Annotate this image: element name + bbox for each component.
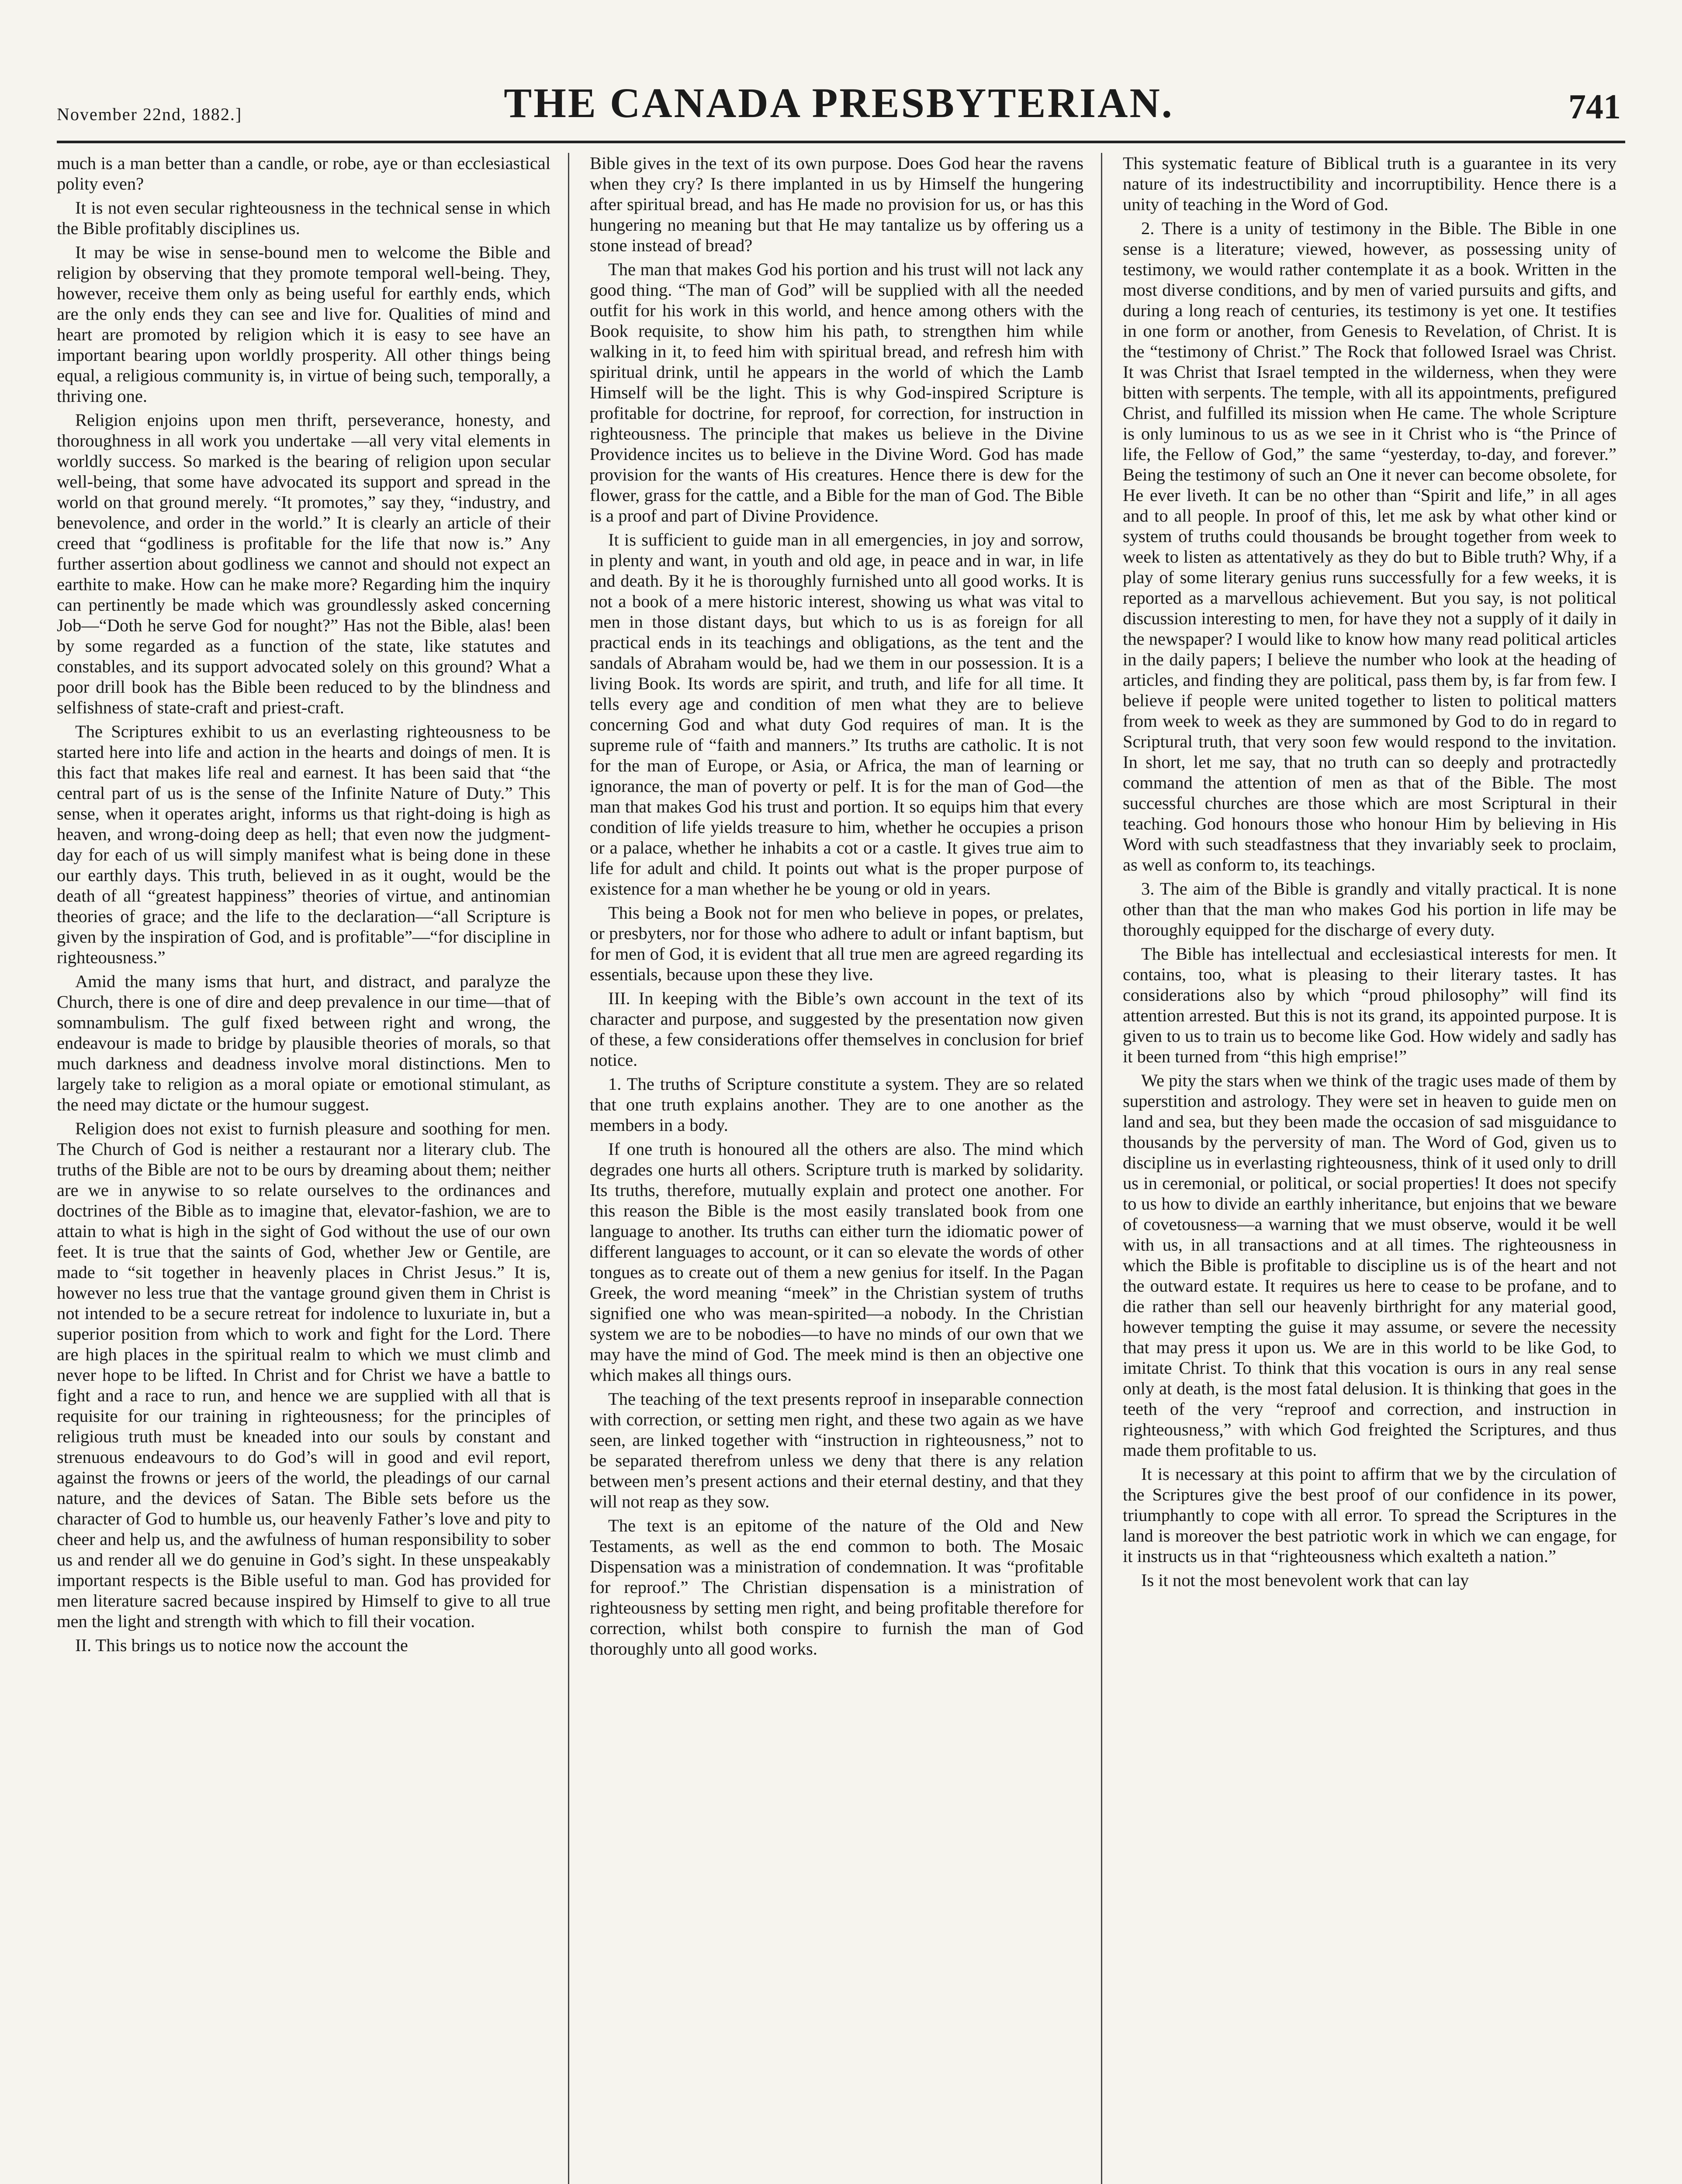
paragraph: It is sufficient to guide man in all emergencies, in joy and sorrow, in plenty and want, in youth and old age, in peace and in war, in life and death. By it he is thoroughly furnished unto all good works. It is not a book of a mere historic interest, showing us what was vital to men in those distant days, but which to us is as foreign for all practical ends in its teachings and obligations, as the tent and the sandals of Abraham would be, had we them in our possession. It is a living Book. Its words are spirit, and truth, and life for all time. It tells every age and condition of men what they are to believe concerning God and what duty God requires of man. It is the supreme rule of “faith and manners.” Its truths are catholic. It is not for the man of Europe, or Asia, or Africa, the man of learning or ignorance, the man of poverty or pelf. It is for the man of God—the man that makes God his trust and portion. It so equips him that every condition of life yields treasure to him, whether he occupies a prison or a palace, whether he inhabits a cot or a castle. It gives true aim to life for adult and child. It points out what is the proper purpose of existence for a man whether he be young or old in years. — [590, 530, 1083, 898]
text-column-3 — [1123, 153, 1616, 2184]
masthead-rule — [57, 141, 1625, 143]
paragraph: III. In keeping with the Bible’s own account in the text of its character and purpose, and suggested by the presentation now given of these, a few considerations offer themselves in conclusion for brief notice. — [590, 988, 1083, 1070]
paragraph: 2. There is a unity of testimony in the Bible. The Bible in one sense is a literature; viewed, however, as possessing unity of testimony, we would rather contemplate it as a book. Written in the most diverse conditions, and by men of varied pursuits and gifts, and during a long reach of centuries, its testimony is yet one. It testifies in one form or another, from Genesis to Revelation, of Christ. It is the “testimony of Christ.” The Rock that followed Israel was Christ. It was Christ that Israel tempted in the wilderness, when they were bitten with serpents. The temple, with all its appointments, prefigured Christ, and fulfilled its mission when He came. The whole Scripture is only luminous to us as we see in it Christ who is “the Prince of life, the Fellow of God,” the same “yesterday, to-day, and forever.” Being the testimony of such an One it never can become obsolete, for He ever liveth. It can be no other than “Spirit and life,” in all ages and to all people. In proof of this, let me ask by what other kind or system of truths could thousands be brought together from week to week to listen as attentatively as they do but to Bible truth? Why, if a play of some literary genius runs successfully for a few weeks, it is reported as a marvellous achievement. But you say, is not political discussion interesting to men, for have they not a supply of it daily in the newspaper? I would like to know how many read political articles in the daily papers; I believe the number who look at the heading of articles, and finding they are political, pass them by, is far from few. I believe if people were united together to listen to political matters from week to week as they are summoned by God to do in regard to Scriptural truth, that very soon few would respond to the invitation. In short, let me say, that no truth can so deeply and protractedly command the attention of men as that of the Bible. The most successful churches are those which are most Scriptural in their teaching. God honours those who honour Him by believing in His Word with such steadfastness that they invariably seek to proclaim, as well as conform to, its teachings. — [1123, 218, 1616, 874]
paragraph: The teaching of the text presents reproof in inseparable connection with correction, or setting men right, and these two again as we have seen, are linked together with “instruction in righteousness,” not to be separated therefrom unless we deny that there is any relation between men’s present actions and their eternal destiny, and that they will not reap as they sow. — [590, 1389, 1083, 1511]
paragraph: 1. The truths of Scripture constitute a system. They are so related that one truth explains another. They are to one another as the members in a body. — [590, 1074, 1083, 1135]
text-column-1 — [57, 153, 550, 2184]
paragraph: Bible gives in the text of its own purpose. Does God hear the ravens when they cry? Is there implanted in us by Himself the hungering after spiritual bread, and has He made no provision for us, or has this hungering no meaning but that He may tantalize us by offering us a stone instead of bread? — [590, 153, 1083, 255]
paragraph: It is not even secular righteousness in the technical sense in which the Bible profitably disciplines us. — [57, 198, 550, 238]
column-rule-2 — [1101, 153, 1102, 2184]
text-column-2 — [590, 153, 1083, 2184]
paragraph: It is necessary at this point to affirm that we by the circulation of the Scriptures give the best proof of our confidence in its power, triumphantly to cope with all error. To spread the Scriptures in the land is moreover the best patriotic work in which we can engage, for it instructs us in that “righteousness which exalteth a nation.” — [1123, 1464, 1616, 1566]
paragraph: Religion enjoins upon men thrift, perseverance, honesty, and thoroughness in all work you undertake —all very vital elements in worldly success. So marked is the bearing of religion upon secular well-being, that some have advocated its support and spread in the world on that ground merely. “It promotes,” say they, “industry, and benevolence, and order in the world.” It is clearly an article of their creed that “godliness is profitable for the life that now is.” Any further assertion about godliness we cannot and should not expect an earthite to make. How can he make more? Regarding him the inquiry can pertinently be made which was groundlessly asked concerning Job—“Doth he serve God for nought?” Has not the Bible, alas! been by some regarded as a function of the state, like statutes and constables, and its support advocated solely on this ground? What a poor drill book has the Bible been reduced to by the blindness and selfishness of state-craft and priest-craft. — [57, 410, 550, 717]
paragraph: II. This brings us to notice now the account the — [75, 1635, 408, 1655]
paragraph: Amid the many isms that hurt, and distract, and paralyze the Church, there is one of dire and deep prevalence in our time—that of somnambulism. The gulf fixed between right and wrong, the endeavour is made to bridge by plausible theories of morals, so that much darkness and deadness involve moral distinctions. Men to largely take to religion as a moral opiate or emotional stimulant, as the need may dictate or the humour suggest. — [57, 971, 550, 1114]
paragraph: Religion does not exist to furnish pleasure and soothing for men. The Church of God is neither a restaurant nor a literary club. The truths of the Bible are not to be ours by dreaming about them; neither are we in anywise to so relate ourselves to the ordinances and doctrines of the Bible as to imagine that, elevator-fashion, we are to attain to what is high in the sight of God without the use of our own feet. It is true that the saints of God, whether Jew or Gentile, are made to “sit together in heavenly places in Christ Jesus.” It is, however no less true that the vantage ground given them in Christ is not intended to be a secure retreat for indolence to luxuriate in, but a superior position from which to work and fight for the Lord. There are high places in the spiritual realm to which we must climb and never hope to be lifted. In Christ and for Christ we have a battle to fight and a race to run, and hence we are supplied with all that is requisite for our training in righteousness; for the principles of religious truth must be kneaded into our souls by constant and strenuous endeavours to do God’s will in good and evil report, against the frowns or jeers of the world, the pleadings of our carnal nature, and the devices of Satan. The Bible sets before us the character of God to humble us, our heavenly Father’s love and pity to cheer and help us, and the awfulness of human responsibility to sober us and render all we do genuine in God’s sight. In these unspeakably important respects is the Bible useful to man. God has provided for men literature sacred because inspired by Himself to give to all true men the light and strength with which to fill their vocation. — [57, 1119, 550, 1631]
paragraph: The man that makes God his portion and his trust will not lack any good thing. “The man of God” will be supplied with all the needed outfit for his work in this world, and hence among others with the Book requisite, to show him his path, to strengthen him while walking in it, to feed him with spiritual bread, and refresh him with spiritual drink, until he appears in the world of which the Lamb Himself will be the light. This is why God-inspired Scripture is profitable for doctrine, for reproof, for correction, for instruction in righteousness. The principle that makes us believe in the Divine Providence incites us to believe in the Divine Word. God has made provision for the wants of His creatures. Hence there is dew for the flower, grass for the cattle, and a Bible for the man of God. The Bible is a proof and part of Divine Providence. — [590, 259, 1083, 525]
paragraph: much is a man better than a candle, or robe, aye or than ecclesiastical polity even? — [57, 153, 550, 194]
issue-date: November 22nd, 1882.] — [57, 104, 242, 124]
paragraph: The text is an epitome of the nature of the Old and New Testaments, as well as the end common to both. The Mosaic Dispensation was a ministration of condemnation. It was “profitable for reproof.” The Christian dispensation is a ministration of righteousness by setting men right, and being profitable therefore for correction, whilst both conspire to furnish the man of God thoroughly unto all good works. — [590, 1516, 1083, 1659]
page-number: 741 — [1568, 88, 1621, 126]
paragraph: 3. The aim of the Bible is grandly and vitally practical. It is none other than that the man who makes God his portion in life may be thoroughly equipped for the discharge of every duty. — [1123, 879, 1616, 940]
paragraph: It may be wise in sense-bound men to welcome the Bible and religion by observing that they promote temporal well-being. They, however, receive them only as being useful for earthly ends, which are the only ends they can see and live for. Qualities of mind and heart are promoted by religion which it is easy to see have an important bearing upon worldly prosperity. All other things being equal, a religious community is, in virtue of being such, temporally, a thriving one. — [57, 242, 550, 406]
paragraph: This being a Book not for men who believe in popes, or prelates, or presbyters, nor for those who adhere to adult or infant baptism, but for men of God, it is evident that all true men are agreed regarding its essentials, because upon these they live. — [590, 903, 1083, 984]
paragraph: Is it not the most benevolent work that can lay — [1141, 1570, 1469, 1590]
paragraph: The Bible has intellectual and ecclesiastical interests for men. It contains, too, what is pleasing to their literary tastes. It has considerations also by which “proud philosophy” will find its attention arrested. But this is not its grand, its appointed purpose. It is given to us to train us to become like God. How widely and sadly has it been turned from “this high emprise!” — [1123, 944, 1616, 1066]
masthead — [57, 79, 1621, 140]
column-rule-1 — [568, 153, 569, 2184]
paragraph: The Scriptures exhibit to us an everlasting righteousness to be started here into life and action in the hearts and doings of men. It is this fact that makes life real and earnest. It has been said that “the central part of us is the sense of the Infinite Nature of Duty.” This sense, when it operates aright, informs us that right-doing is high as heaven, and wrong-doing deep as hell; that even now the judgment-day for each of us will simply manifest what is being done in these our earthly days. This truth, believed in as it ought, would be the death of all “greatest happiness” theories of virtue, and antinomian theories of grace; and the life to the declaration—“all Scripture is given by the inspiration of God, and is profitable”—“for discipline in righteousness.” — [57, 722, 550, 967]
paragraph: We pity the stars when we think of the tragic uses made of them by superstition and astrology. They were set in heaven to guide men on land and sea, but they been made the occasion of sad misguidance to thousands by the perversity of man. The Word of God, given us to discipline us in everlasting righteousness, think of it used only to drill us in ceremonial, or political, or social properties! It does not specify to us how to divide an earthly inheritance, but enjoins that we beware of covetousness—a warning that we must observe, would it be well with us, in all transactions and at all times. The righteousness in which the Bible is profitable to discipline us is of the heart and not the outward estate. It requires us here to cease to be profane, and to die rather than sell our heavenly birthright for any material good, however tempting the guise it may assume, or severe the necessity that may press it upon us. We are in this world to be like God, to imitate Christ. To think that this vocation is ours in any real sense only at death, is the most fatal delusion. It is thinking that goes in the teeth of the very “reproof and correction, and instruction in righteousness,” with which God freighted the Scriptures, and thus made them profitable to us. — [1123, 1071, 1616, 1460]
paragraph: This systematic feature of Biblical truth is a guarantee in its very nature of its indestructibility and incorruptibility. Hence there is a unity of teaching in the Word of God. — [1123, 153, 1616, 214]
newspaper-title: THE CANADA PRESBYTERIAN. — [504, 79, 1174, 126]
paragraph: If one truth is honoured all the others are also. The mind which degrades one hurts all others. Scripture truth is marked by solidarity. Its truths, therefore, mutually explain and protect one another. For this reason the Bible is the most easily translated book from one language to another. Its truths can either turn the idiomatic power of different languages to account, or it can so elevate the words of other tongues as to create out of them a new genius for itself. In the Pagan Greek, the word meaning “meek” in the Christian system of truths signified one who was mean-spirited—a nobody. In the Christian system we are to be nobodies—to have no minds of our own that we may have the mind of God. The meek mind is then an objective one which makes all things ours. — [590, 1139, 1083, 1385]
